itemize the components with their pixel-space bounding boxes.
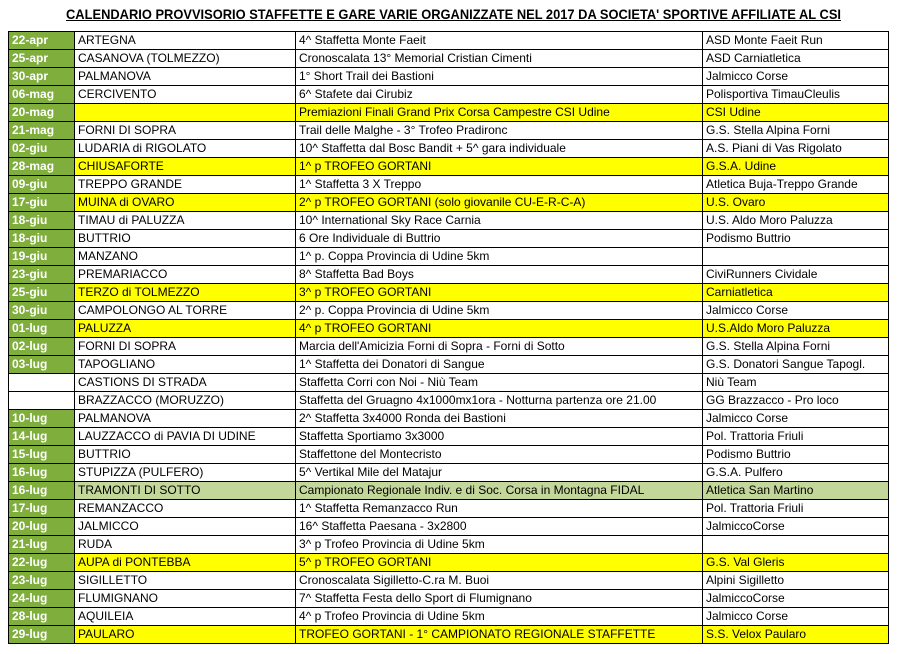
table-row: [9, 500, 889, 518]
org-cell: Polisportiva TimauCleulis: [703, 86, 889, 104]
table-row: [9, 482, 889, 500]
org-cell: GG Brazzacco - Pro loco: [703, 392, 889, 410]
org-cell: ASD Monte Faeit Run: [703, 32, 889, 50]
table-row: [9, 392, 889, 410]
event-cell: 1^ Staffetta Remanzacco Run: [296, 500, 703, 518]
org-cell: Atletica San Martino: [703, 482, 889, 500]
date-cell: 24-lug: [9, 590, 75, 608]
date-cell: 16-lug: [9, 464, 75, 482]
event-cell: 8^ Staffetta Bad Boys: [296, 266, 703, 284]
place-cell: FORNI DI SOPRA: [75, 338, 296, 356]
table-row: [9, 230, 889, 248]
date-cell: 28-mag: [9, 158, 75, 176]
org-cell: [703, 536, 889, 554]
org-cell: JalmiccoCorse: [703, 590, 889, 608]
place-cell: PALMANOVA: [75, 68, 296, 86]
event-cell: 7^ Staffetta Festa dello Sport di Flumignano: [296, 590, 703, 608]
table-row: [9, 122, 889, 140]
event-cell: Campionato Regionale Indiv. e di Soc. Corsa in Montagna FIDAL: [296, 482, 703, 500]
place-cell: PAULARO: [75, 626, 296, 644]
table-row: [9, 68, 889, 86]
date-cell: 22-lug: [9, 554, 75, 572]
table-row: [9, 104, 889, 122]
org-cell: G.S. Val Gleris: [703, 554, 889, 572]
date-cell: 06-mag: [9, 86, 75, 104]
org-cell: G.S.A. Pulfero: [703, 464, 889, 482]
table-row: [9, 608, 889, 626]
place-cell: AUPA di PONTEBBA: [75, 554, 296, 572]
table-row: [9, 248, 889, 266]
table-row: [9, 284, 889, 302]
place-cell: ARTEGNA: [75, 32, 296, 50]
date-cell: 30-giu: [9, 302, 75, 320]
place-cell: CHIUSAFORTE: [75, 158, 296, 176]
org-cell: Carniatletica: [703, 284, 889, 302]
date-cell: 16-lug: [9, 482, 75, 500]
org-cell: Pol. Trattoria Friuli: [703, 428, 889, 446]
org-cell: G.S.A. Udine: [703, 158, 889, 176]
date-cell: 01-lug: [9, 320, 75, 338]
date-cell: [9, 374, 75, 392]
event-cell: TROFEO GORTANI - 1° CAMPIONATO REGIONALE STAFFETTE: [296, 626, 703, 644]
org-cell: Alpini Sigilletto: [703, 572, 889, 590]
org-cell: Jalmicco Corse: [703, 608, 889, 626]
place-cell: CAMPOLONGO AL TORRE: [75, 302, 296, 320]
table-row: [9, 32, 889, 50]
date-cell: 23-giu: [9, 266, 75, 284]
event-cell: 1^ Staffetta 3 X Treppo: [296, 176, 703, 194]
table-row: [9, 212, 889, 230]
org-cell: G.S. Stella Alpina Forni: [703, 122, 889, 140]
date-cell: 17-giu: [9, 194, 75, 212]
event-cell: 1^ p TROFEO GORTANI: [296, 158, 703, 176]
place-cell: TRAMONTI DI SOTTO: [75, 482, 296, 500]
event-cell: 4^ p Trofeo Provincia di Udine 5km: [296, 608, 703, 626]
event-cell: 3^ p Trofeo Provincia di Udine 5km: [296, 536, 703, 554]
table-row: [9, 572, 889, 590]
place-cell: RUDA: [75, 536, 296, 554]
org-cell: U.S. Ovaro: [703, 194, 889, 212]
org-cell: CSI Udine: [703, 104, 889, 122]
event-cell: 4^ Staffetta Monte Faeit: [296, 32, 703, 50]
table-row: [9, 626, 889, 644]
date-cell: 18-giu: [9, 212, 75, 230]
org-cell: G.S. Donatori Sangue Tapogl.: [703, 356, 889, 374]
date-cell: 22-apr: [9, 32, 75, 50]
org-cell: U.S.Aldo Moro Paluzza: [703, 320, 889, 338]
event-cell: 6^ Stafete dai Cirubiz: [296, 86, 703, 104]
org-cell: Jalmicco Corse: [703, 302, 889, 320]
table-row: [9, 374, 889, 392]
table-row: [9, 590, 889, 608]
event-cell: 4^ p TROFEO GORTANI: [296, 320, 703, 338]
event-cell: Staffetta Corri con Noi - Niù Team: [296, 374, 703, 392]
place-cell: TERZO di TOLMEZZO: [75, 284, 296, 302]
event-cell: Trail delle Malghe - 3° Trofeo Pradironc: [296, 122, 703, 140]
place-cell: [75, 104, 296, 122]
date-cell: 25-giu: [9, 284, 75, 302]
place-cell: TIMAU di PALUZZA: [75, 212, 296, 230]
date-cell: 25-apr: [9, 50, 75, 68]
place-cell: TAPOGLIANO: [75, 356, 296, 374]
event-cell: Marcia dell'Amicizia Forni di Sopra - Forni di Sotto: [296, 338, 703, 356]
date-cell: 30-apr: [9, 68, 75, 86]
org-cell: ASD Carniatletica: [703, 50, 889, 68]
table-row: [9, 446, 889, 464]
table-row: [9, 302, 889, 320]
table-row: [9, 194, 889, 212]
table-row: [9, 86, 889, 104]
place-cell: AQUILEIA: [75, 608, 296, 626]
date-cell: 10-lug: [9, 410, 75, 428]
place-cell: LUDARIA di RIGOLATO: [75, 140, 296, 158]
org-cell: Niù Team: [703, 374, 889, 392]
event-cell: Cronoscalata Sigilletto-C.ra M. Buoi: [296, 572, 703, 590]
place-cell: BRAZZACCO (MORUZZO): [75, 392, 296, 410]
place-cell: MANZANO: [75, 248, 296, 266]
table-row: [9, 536, 889, 554]
place-cell: SIGILLETTO: [75, 572, 296, 590]
date-cell: 02-giu: [9, 140, 75, 158]
org-cell: Jalmicco Corse: [703, 68, 889, 86]
place-cell: FLUMIGNANO: [75, 590, 296, 608]
date-cell: 28-lug: [9, 608, 75, 626]
place-cell: REMANZACCO: [75, 500, 296, 518]
org-cell: U.S. Aldo Moro Paluzza: [703, 212, 889, 230]
place-cell: LAUZZACCO di PAVIA DI UDINE: [75, 428, 296, 446]
table-row: [9, 320, 889, 338]
event-cell: Staffettone del Montecristo: [296, 446, 703, 464]
date-cell: 23-lug: [9, 572, 75, 590]
table-row: [9, 266, 889, 284]
place-cell: MUINA di OVARO: [75, 194, 296, 212]
place-cell: PREMARIACCO: [75, 266, 296, 284]
org-cell: Atletica Buja-Treppo Grande: [703, 176, 889, 194]
event-cell: 6 Ore Individuale di Buttrio: [296, 230, 703, 248]
table-row: [9, 428, 889, 446]
org-cell: A.S. Piani di Vas Rigolato: [703, 140, 889, 158]
org-cell: Podismo Buttrio: [703, 230, 889, 248]
table-row: [9, 338, 889, 356]
org-cell: [703, 248, 889, 266]
calendar-rows: [9, 32, 889, 644]
event-cell: 5^ Vertikal Mile del Matajur: [296, 464, 703, 482]
place-cell: PALUZZA: [75, 320, 296, 338]
table-row: [9, 176, 889, 194]
place-cell: JALMICCO: [75, 518, 296, 536]
place-cell: BUTTRIO: [75, 446, 296, 464]
date-cell: 21-mag: [9, 122, 75, 140]
table-row: [9, 50, 889, 68]
place-cell: TREPPO GRANDE: [75, 176, 296, 194]
table-row: [9, 158, 889, 176]
event-cell: 10^ International Sky Race Carnia: [296, 212, 703, 230]
org-cell: Podismo Buttrio: [703, 446, 889, 464]
calendar-table: [8, 31, 889, 644]
place-cell: CERCIVENTO: [75, 86, 296, 104]
org-cell: JalmiccoCorse: [703, 518, 889, 536]
event-cell: 2^ p. Coppa Provincia di Udine 5km: [296, 302, 703, 320]
place-cell: BUTTRIO: [75, 230, 296, 248]
event-cell: 16^ Staffetta Paesana - 3x2800: [296, 518, 703, 536]
date-cell: 17-lug: [9, 500, 75, 518]
event-cell: Staffetta Sportiamo 3x3000: [296, 428, 703, 446]
event-cell: 3^ p TROFEO GORTANI: [296, 284, 703, 302]
date-cell: 03-lug: [9, 356, 75, 374]
org-cell: Pol. Trattoria Friuli: [703, 500, 889, 518]
date-cell: 19-giu: [9, 248, 75, 266]
event-cell: 2^ Staffetta 3x4000 Ronda dei Bastioni: [296, 410, 703, 428]
table-row: [9, 410, 889, 428]
table-row: [9, 554, 889, 572]
date-cell: 20-mag: [9, 104, 75, 122]
date-cell: 02-lug: [9, 338, 75, 356]
date-cell: 29-lug: [9, 626, 75, 644]
place-cell: FORNI DI SOPRA: [75, 122, 296, 140]
event-cell: Cronoscalata 13° Memorial Cristian Cimenti: [296, 50, 703, 68]
place-cell: PALMANOVA: [75, 410, 296, 428]
date-cell: 18-giu: [9, 230, 75, 248]
org-cell: G.S. Stella Alpina Forni: [703, 338, 889, 356]
table-row: [9, 140, 889, 158]
event-cell: 5^ p TROFEO GORTANI: [296, 554, 703, 572]
table-row: [9, 518, 889, 536]
place-cell: STUPIZZA (PULFERO): [75, 464, 296, 482]
date-cell: 15-lug: [9, 446, 75, 464]
place-cell: CASANOVA (TOLMEZZO): [75, 50, 296, 68]
table-row: [9, 464, 889, 482]
date-cell: 14-lug: [9, 428, 75, 446]
event-cell: 1^ p. Coppa Provincia di Udine 5km: [296, 248, 703, 266]
event-cell: 10^ Staffetta dal Bosc Bandit + 5^ gara individuale: [296, 140, 703, 158]
event-cell: 1^ Staffetta dei Donatori di Sangue: [296, 356, 703, 374]
event-cell: 2^ p TROFEO GORTANI (solo giovanile CU-E-R-C-A): [296, 194, 703, 212]
org-cell: Jalmicco Corse: [703, 410, 889, 428]
event-cell: 1° Short Trail dei Bastioni: [296, 68, 703, 86]
table-row: [9, 356, 889, 374]
date-cell: 21-lug: [9, 536, 75, 554]
org-cell: CiviRunners Cividale: [703, 266, 889, 284]
org-cell: S.S. Velox Paularo: [703, 626, 889, 644]
place-cell: CASTIONS DI STRADA: [75, 374, 296, 392]
date-cell: [9, 392, 75, 410]
page-title: CALENDARIO PROVVISORIO STAFFETTE E GARE VARIE ORGANIZZATE NEL 2017 DA SOCIETA' SPORTIVE AFFILIATE AL CSI: [66, 6, 841, 22]
event-cell: Staffetta del Gruagno 4x1000mx1ora - Notturna partenza ore 21.00: [296, 392, 703, 410]
event-cell: Premiazioni Finali Grand Prix Corsa Campestre CSI Udine: [296, 104, 703, 122]
date-cell: 20-lug: [9, 518, 75, 536]
date-cell: 09-giu: [9, 176, 75, 194]
